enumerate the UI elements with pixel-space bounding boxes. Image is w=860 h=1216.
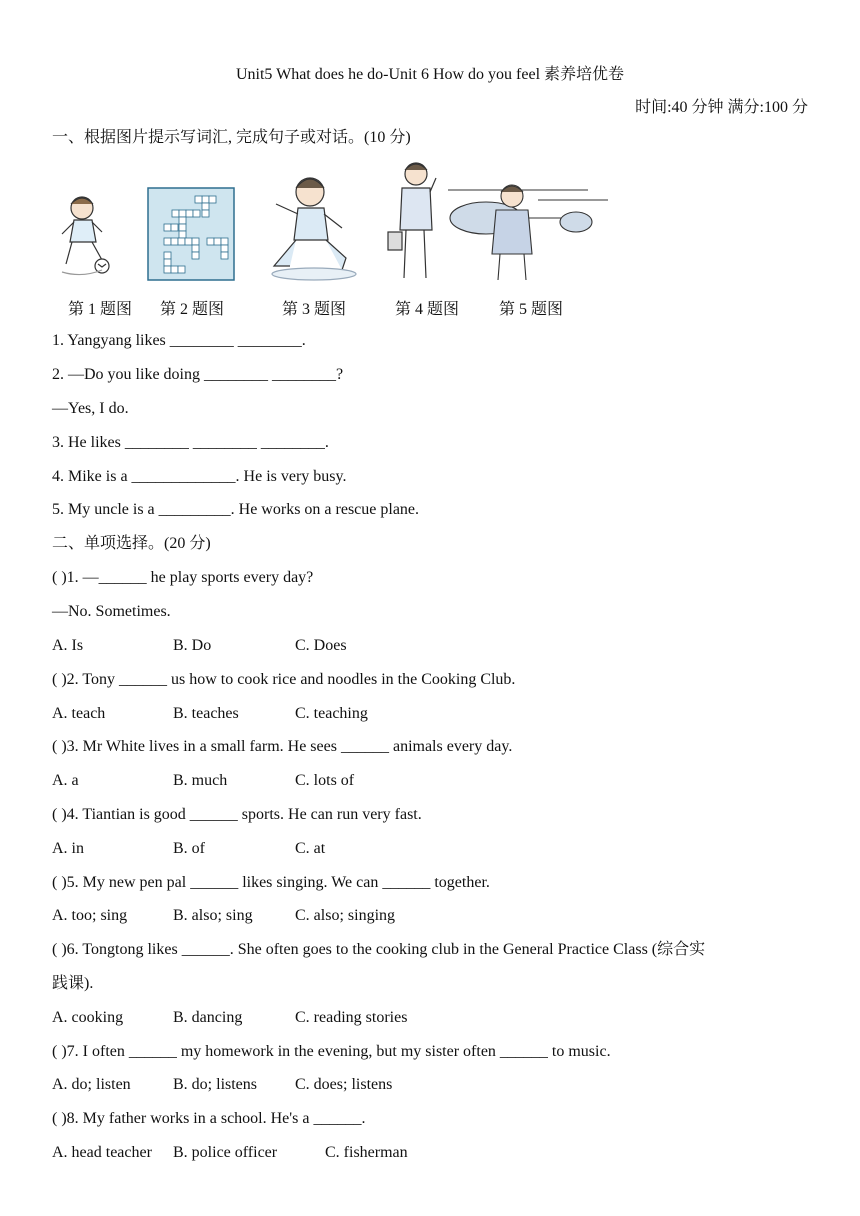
crossword-picture bbox=[148, 188, 234, 280]
picture-strip bbox=[52, 160, 612, 290]
exam-meta: 时间:40 分钟 满分:100 分 bbox=[635, 99, 808, 116]
q6-option-b: B. dancing bbox=[173, 1009, 243, 1026]
q6-option-a: A. cooking bbox=[52, 1009, 124, 1026]
q7-option-a: A. do; listen bbox=[52, 1076, 131, 1093]
s1-item-5: 5. My uncle is a _________. He works on a rescue plane. bbox=[52, 501, 420, 518]
q1-stem: ( )1. —______ he play sports every day? bbox=[52, 569, 314, 586]
q3-option-b: B. much bbox=[173, 772, 228, 789]
s1-item-1: 1. Yangyang likes ________ ________. bbox=[52, 332, 306, 349]
q4-option-c: C. at bbox=[295, 840, 326, 857]
q1-option-c: C. Does bbox=[295, 637, 347, 654]
q4-stem: ( )4. Tiantian is good ______ sports. He can run very fast. bbox=[52, 806, 422, 823]
page-title: Unit5 What does he do-Unit 6 How do you feel 素养培优卷 bbox=[235, 66, 625, 83]
q8-option-a: A. head teacher bbox=[52, 1144, 152, 1161]
s1-item-4: 4. Mike is a _____________. He is very busy. bbox=[52, 468, 347, 485]
caption-4: 第 4 题图 bbox=[395, 301, 460, 318]
q6-option-c: C. reading stories bbox=[295, 1009, 408, 1026]
s1-item-3: 3. He likes ________ ________ ________. bbox=[52, 434, 329, 451]
q6-stem-continued: 践课). bbox=[52, 975, 94, 992]
q5-option-c: C. also; singing bbox=[295, 907, 396, 924]
caption-5: 第 5 题图 bbox=[499, 301, 564, 318]
q6-stem: ( )6. Tongtong likes ______. She often goes to the cooking club in the General Practice Class (综合实 bbox=[52, 941, 706, 958]
section2-heading: 二、单项选择。(20 分) bbox=[52, 535, 211, 552]
caption-1: 第 1 题图 bbox=[68, 301, 133, 318]
q2-option-a: A. teach bbox=[52, 705, 106, 722]
q2-option-b: B. teaches bbox=[173, 705, 239, 722]
q2-option-c: C. teaching bbox=[295, 705, 368, 722]
q1-option-b: B. Do bbox=[173, 637, 212, 654]
q8-stem: ( )8. My father works in a school. He's a ______. bbox=[52, 1110, 366, 1127]
q7-stem: ( )7. I often ______ my homework in the evening, but my sister often ______ to music. bbox=[52, 1043, 611, 1060]
q4-option-a: A. in bbox=[52, 840, 84, 857]
q3-option-c: C. lots of bbox=[295, 772, 355, 789]
q7-option-c: C. does; listens bbox=[295, 1076, 393, 1093]
busy-man-picture bbox=[388, 163, 436, 278]
q3-option-a: A. a bbox=[52, 772, 79, 789]
q7-option-b: B. do; listens bbox=[173, 1076, 258, 1093]
q5-option-b: B. also; sing bbox=[173, 907, 253, 924]
section1-heading: 一、根据图片提示写词汇, 完成句子或对话。(10 分) bbox=[52, 129, 411, 146]
q8-option-c: C. fisherman bbox=[325, 1144, 408, 1161]
q5-option-a: A. too; sing bbox=[52, 907, 128, 924]
q5-stem: ( )5. My new pen pal ______ likes singing. We can ______ together. bbox=[52, 874, 490, 891]
s1-item-2-answer: —Yes, I do. bbox=[52, 400, 129, 417]
caption-3: 第 3 题图 bbox=[282, 301, 347, 318]
q1-reply: —No. Sometimes. bbox=[52, 603, 171, 620]
kung-fu-boy-picture bbox=[272, 178, 356, 280]
caption-2: 第 2 题图 bbox=[160, 301, 225, 318]
q3-stem: ( )3. Mr White lives in a small farm. He sees ______ animals every day. bbox=[52, 738, 513, 755]
q8-option-b: B. police officer bbox=[173, 1144, 278, 1161]
q1-option-a: A. Is bbox=[52, 637, 84, 654]
football-boy-picture bbox=[62, 197, 109, 275]
s1-item-2: 2. —Do you like doing ________ ________? bbox=[52, 366, 344, 383]
q4-option-b: B. of bbox=[173, 840, 205, 857]
q2-stem: ( )2. Tony ______ us how to cook rice and noodles in the Cooking Club. bbox=[52, 671, 516, 688]
pilot-helicopter-picture bbox=[448, 185, 608, 280]
